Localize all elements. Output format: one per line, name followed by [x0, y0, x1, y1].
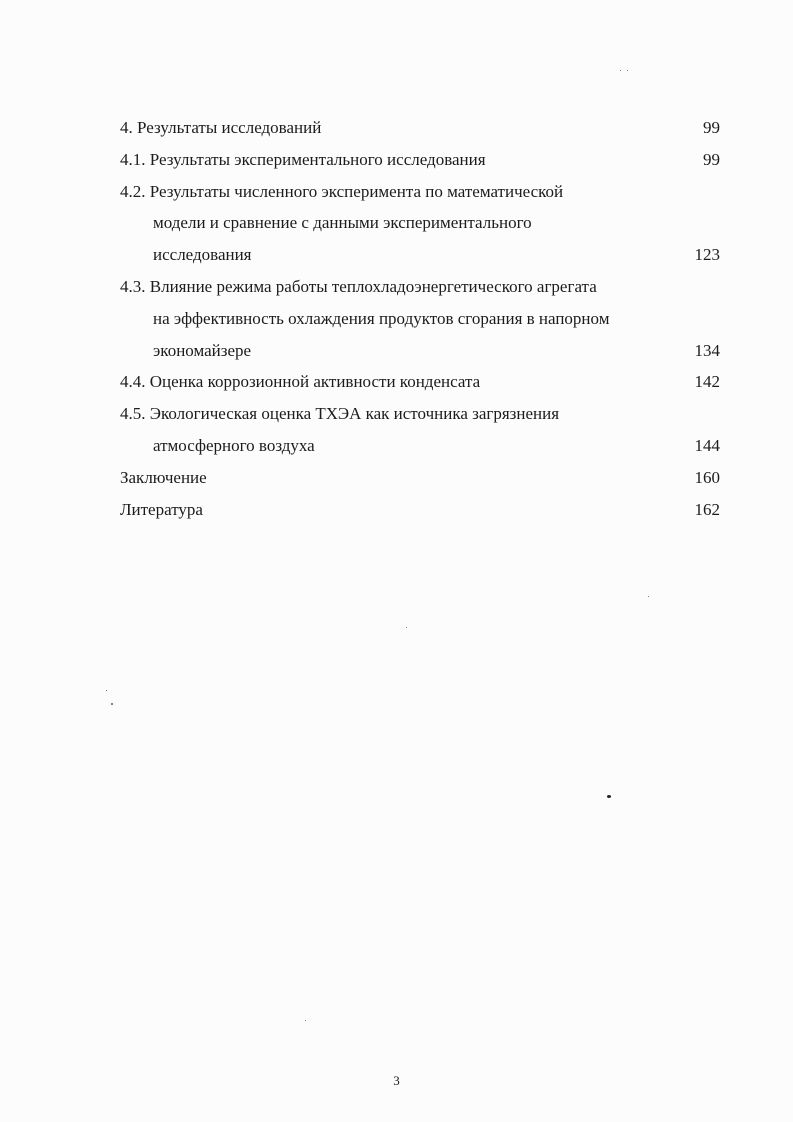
- scan-speck: [106, 690, 107, 691]
- toc-entry-page: 99: [703, 149, 720, 169]
- toc-entry-title: 4.4. Оценка коррозионной активности конденсата: [120, 372, 481, 392]
- toc-entry-4-2-cont: [120, 207, 720, 239]
- toc-entry-title-continued: модели и сравнение с данными экспериментального: [153, 213, 532, 233]
- toc-entry-title: 4.3. Влияние режима работы теплохладоэнергетического агрегата: [120, 276, 597, 296]
- toc-entry-title-continued: на эффективность охлаждения продуктов сгорания в напорном: [153, 308, 610, 328]
- scan-speck: [305, 1020, 306, 1021]
- toc-entry-page: 162: [694, 499, 720, 519]
- toc-entry-4-2-cont: [120, 239, 720, 271]
- toc-entry-title-continued: атмосферного воздуха: [153, 435, 315, 455]
- toc-entry-4-5: [120, 398, 720, 430]
- toc-entry-4-3-cont: [120, 335, 720, 367]
- toc-entry-page: 144: [694, 435, 720, 455]
- page-number: 3: [393, 1073, 400, 1088]
- toc-entry-4-3-cont: [120, 303, 720, 335]
- toc-entry-page: 99: [703, 118, 720, 137]
- toc-entry-page: 160: [694, 467, 720, 487]
- toc-entry-title: 4. Результаты исследований: [120, 118, 322, 137]
- toc-entry-4-5-cont: [120, 430, 720, 462]
- scan-speck: [607, 795, 611, 798]
- toc-entry-title: 4.5. Экологическая оценка ТХЭА как источника загрязнения: [120, 404, 560, 424]
- toc-entry-page: 134: [694, 340, 720, 360]
- toc-entry-4-1: [120, 144, 720, 176]
- toc-entry-title: Заключение: [120, 467, 207, 487]
- toc-entry-literature: [120, 494, 720, 526]
- toc-entry-title-continued: экономайзере: [153, 340, 252, 360]
- toc-entry-page: 142: [694, 372, 720, 392]
- scan-speck: [627, 70, 628, 71]
- toc-entry-title-continued: исследования: [153, 245, 252, 265]
- toc-entry-4: [120, 112, 720, 144]
- scan-speck: [406, 627, 407, 628]
- toc-entry-title: 4.1. Результаты экспериментального исследования: [120, 149, 486, 169]
- toc-entry-conclusion: [120, 462, 720, 494]
- toc-entry-title: Литература: [120, 499, 203, 519]
- toc-entry-title: 4.2. Результаты численного эксперимента по математической: [120, 181, 564, 201]
- toc-entry-4-4: [120, 366, 720, 398]
- toc-entry-4-2: [120, 176, 720, 208]
- table-of-contents: [120, 112, 720, 525]
- scan-speck: [111, 703, 113, 705]
- toc-entry-4-3: [120, 271, 720, 303]
- scan-speck: [620, 70, 621, 71]
- scan-speck: [648, 596, 649, 597]
- toc-entry-page: 123: [694, 245, 720, 265]
